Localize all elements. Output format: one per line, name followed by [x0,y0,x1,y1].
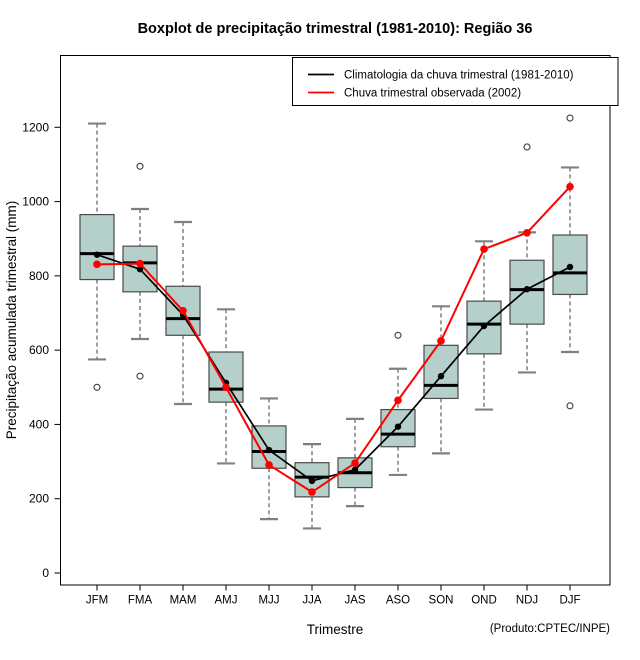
x-tick-label: NDJ [515,594,539,607]
observada-point [480,245,488,253]
y-axis-title: Precipitação acumulada trimestral (mm) [4,200,19,440]
climatologia-point [438,373,444,379]
boxplot-NDJ [510,144,544,372]
observada-point [523,229,531,237]
observada-point [222,383,230,391]
climatologia-point [524,286,530,292]
x-axis [86,585,581,607]
observada-point [136,260,144,268]
observada-point [394,396,402,404]
x-tick-label: AMJ [214,594,238,607]
boxes-layer [80,115,587,528]
outlier-point [137,373,143,379]
x-tick-label: JAS [344,594,366,607]
climatologia-point [266,447,272,453]
y-tick-label: 600 [28,343,49,358]
boxplot-DJF [553,115,587,409]
x-tick-label: DJF [559,594,581,607]
observada-point [351,459,359,467]
box-rect [209,352,243,402]
x-tick-label: ASO [385,594,411,607]
climatologia-point [481,323,487,329]
outlier-point [567,115,573,121]
legend-label-observada: Chuva trimestral observada (2002) [344,87,522,100]
y-axis [22,120,60,580]
x-tick-label: JJA [302,594,322,607]
climatologia-point [395,423,401,429]
x-tick-label: OND [471,594,497,607]
boxplot-SON [424,306,458,453]
observada-point [93,261,101,269]
legend [293,58,619,106]
y-tick-label: 800 [28,268,49,283]
climatologia-point [352,467,358,473]
y-tick-label: 1200 [22,120,49,135]
climatologia-point [567,264,573,270]
y-tick-label: 200 [28,491,49,506]
series-layer [93,183,574,496]
outlier-point [567,403,573,409]
x-tick-label: JFM [85,594,109,607]
outlier-point [524,144,530,150]
legend-label-climatologia: Climatologia da chuva trimestral (1981-2010) [344,69,574,82]
box-rect [80,215,114,280]
y-tick-label: 0 [42,566,49,580]
observada-series [93,183,574,496]
chart-title: Boxplot de precipitação trimestral (1981-2010): Região 36 [137,21,533,37]
outlier-point [137,163,143,169]
x-tick-label: MJJ [258,594,280,607]
footer-note: (Produto:CPTEC/INPE) [489,623,610,635]
y-tick-label: 400 [28,417,49,432]
climatologia-point [94,251,100,257]
y-tick-label: 1000 [22,194,49,209]
x-tick-label: MAM [169,594,197,607]
observada-point [179,307,187,315]
boxplot-JJA [295,444,329,528]
climatologia-point [309,478,315,484]
observada-point [308,488,316,496]
observada-point [566,183,574,191]
observada-point [265,461,273,469]
x-tick-label: FMA [127,594,153,607]
x-axis-title: Trimestre [306,622,364,637]
x-tick-label: SON [428,594,454,607]
outlier-point [94,384,100,390]
outlier-point [395,332,401,338]
observada-point [437,337,445,345]
